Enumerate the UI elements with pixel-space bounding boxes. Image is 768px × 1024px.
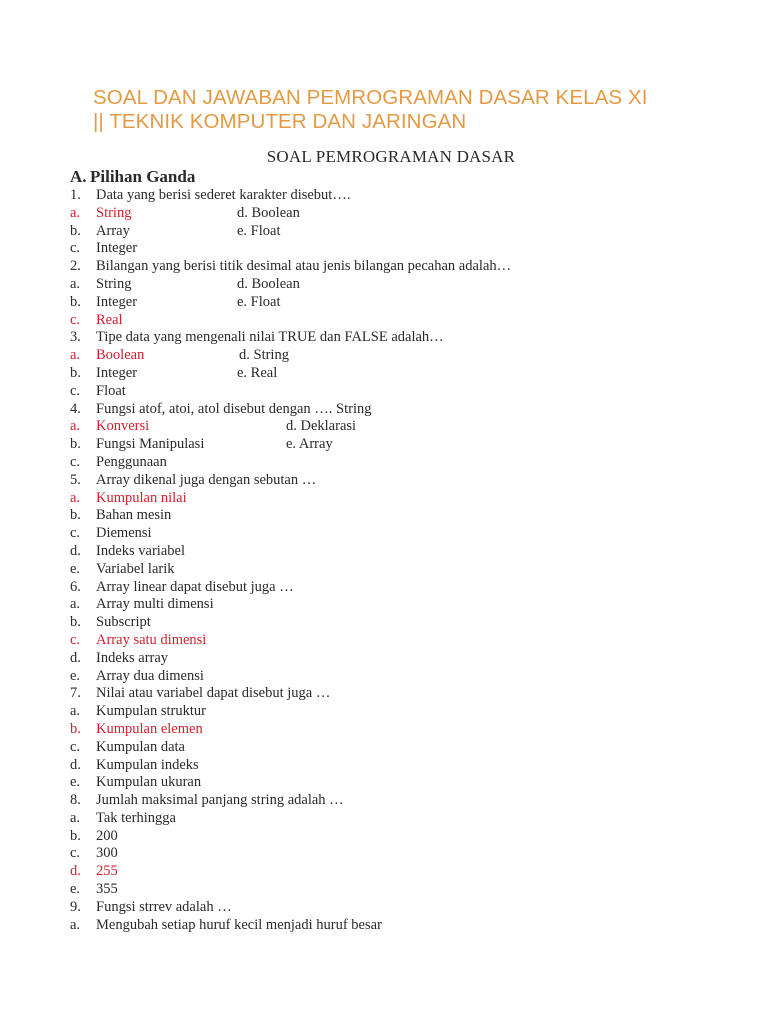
option-text: Subscript [96, 614, 151, 631]
option-text-secondary-column: d. Deklarasi [286, 418, 357, 435]
option-text: Fungsi Manipulasi [96, 436, 205, 453]
option-letter: c. [70, 738, 81, 755]
option-text-secondary-column: e. Array [286, 436, 333, 453]
option-letter: b. [70, 720, 81, 737]
option-item [70, 223, 710, 241]
option-letter: a. [70, 809, 81, 826]
option-item-correct [70, 312, 710, 330]
option-text-secondary-column: d. Boolean [237, 275, 300, 292]
question-item [70, 899, 710, 917]
option-text: Indeks variabel [96, 542, 185, 559]
option-text: String [96, 204, 132, 221]
option-letter: a. [70, 275, 81, 292]
option-text: Integer [96, 240, 138, 257]
option-letter: e. [70, 881, 81, 898]
option-text: 355 [96, 881, 118, 898]
option-item [70, 525, 710, 543]
question-number: 4. [70, 400, 81, 417]
option-text: Array satu dimensi [96, 631, 207, 648]
option-text: Integer [96, 293, 138, 310]
option-text: Array dua dimensi [96, 667, 204, 684]
option-item [70, 365, 710, 383]
option-item [70, 810, 710, 828]
option-text: 300 [96, 845, 118, 862]
option-item [70, 507, 710, 525]
question-number: 6. [70, 578, 81, 595]
option-item-correct [70, 721, 710, 739]
option-item [70, 543, 710, 561]
option-text: Kumpulan nilai [96, 489, 187, 506]
option-text-secondary-column: e. Float [237, 222, 281, 239]
option-text: Bahan mesin [96, 507, 172, 524]
question-text: Array linear dapat disebut juga … [96, 578, 294, 595]
option-item [70, 917, 710, 935]
option-text: Kumpulan struktur [96, 703, 206, 720]
option-letter: d. [70, 863, 81, 880]
question-text: Bilangan yang berisi titik desimal atau jenis bilangan pecahan adalah… [96, 258, 512, 275]
option-item-correct [70, 863, 710, 881]
section-heading [70, 167, 195, 187]
option-text: 200 [96, 827, 118, 844]
option-text: Kumpulan ukuran [96, 774, 202, 791]
question-item [70, 472, 710, 490]
option-text: Mengubah setiap huruf kecil menjadi huruf besar [96, 916, 382, 933]
document-heading: SOAL PEMROGRAMAN DASAR [266, 147, 516, 166]
option-letter: b. [70, 364, 81, 381]
page-title [93, 86, 733, 134]
question-item [70, 401, 710, 419]
question-number: 3. [70, 329, 81, 346]
option-text: Float [96, 382, 126, 399]
option-text: Kumpulan data [96, 738, 185, 755]
page-title-line-2: || TEKNIK KOMPUTER DAN JARINGAN [93, 110, 467, 133]
question-text: Data yang berisi sederet karakter disebut…. [96, 187, 351, 203]
question-item [70, 258, 710, 276]
section-label: Pilihan Ganda [90, 167, 196, 186]
option-item-correct [70, 418, 710, 436]
option-item [70, 436, 710, 454]
option-text: Kumpulan elemen [96, 720, 203, 737]
section-letter: A. [70, 167, 87, 186]
question-text: Jumlah maksimal panjang string adalah … [96, 792, 344, 809]
option-item [70, 668, 710, 686]
question-item [70, 685, 710, 703]
option-text-secondary-column: d. Boolean [237, 204, 300, 221]
option-item [70, 881, 710, 899]
option-text-secondary-column: d. String [239, 347, 289, 364]
option-item [70, 383, 710, 401]
option-item [70, 739, 710, 757]
option-letter: b. [70, 293, 81, 310]
option-letter: c. [70, 311, 81, 328]
option-item [70, 828, 710, 846]
option-text: Array multi dimensi [96, 596, 214, 613]
option-item-correct [70, 490, 710, 508]
option-item-correct [70, 205, 710, 223]
option-item-correct [70, 347, 710, 365]
question-number: 5. [70, 471, 81, 488]
option-letter: c. [70, 453, 81, 470]
option-letter: c. [70, 525, 81, 542]
question-text: Fungsi strrev adalah … [96, 898, 232, 915]
option-letter: c. [70, 240, 81, 257]
question-number: 1. [70, 187, 81, 203]
option-text: Kumpulan indeks [96, 756, 199, 773]
option-item [70, 276, 710, 294]
question-text: Nilai atau variabel dapat disebut juga … [96, 685, 331, 702]
option-item [70, 561, 710, 579]
option-letter: e. [70, 774, 81, 791]
option-letter: d. [70, 649, 81, 666]
question-number: 7. [70, 685, 81, 702]
question-list [70, 187, 710, 934]
option-text: Diemensi [96, 525, 152, 542]
option-item [70, 703, 710, 721]
option-text-secondary-column: e. Real [237, 364, 278, 381]
option-text: Array [96, 222, 130, 239]
option-letter: c. [70, 631, 81, 648]
option-item [70, 614, 710, 632]
option-text: Variabel larik [96, 560, 175, 577]
option-letter: e. [70, 560, 81, 577]
option-letter: c. [70, 382, 81, 399]
option-letter: b. [70, 827, 81, 844]
option-item [70, 240, 710, 258]
option-letter: a. [70, 596, 81, 613]
question-text: Fungsi atof, atoi, atol disebut dengan …. String [96, 400, 372, 417]
option-letter: b. [70, 507, 81, 524]
option-letter: a. [70, 489, 81, 506]
option-item [70, 757, 710, 775]
option-text: 255 [96, 863, 118, 880]
option-text: String [96, 275, 132, 292]
option-text: Tak terhingga [96, 809, 176, 826]
option-text: Integer [96, 364, 138, 381]
question-text: Array dikenal juga dengan sebutan … [96, 471, 317, 488]
option-item-correct [70, 632, 710, 650]
question-item [70, 579, 710, 597]
question-item [70, 792, 710, 810]
page-title-line-1: SOAL DAN JAWABAN PEMROGRAMAN DASAR KELAS XI [93, 86, 648, 109]
option-item [70, 294, 710, 312]
option-item [70, 454, 710, 472]
option-item [70, 650, 710, 668]
option-letter: a. [70, 347, 81, 364]
question-item [70, 187, 710, 205]
option-letter: a. [70, 418, 81, 435]
option-letter: a. [70, 703, 81, 720]
question-number: 2. [70, 258, 81, 275]
option-item [70, 845, 710, 863]
option-text: Konversi [96, 418, 150, 435]
option-text: Indeks array [96, 649, 169, 666]
option-item [70, 596, 710, 614]
option-letter: b. [70, 436, 81, 453]
option-text: Real [96, 311, 123, 328]
option-text-secondary-column: e. Float [237, 293, 281, 310]
option-text: Penggunaan [96, 453, 167, 470]
option-letter: b. [70, 614, 81, 631]
option-letter: d. [70, 542, 81, 559]
question-number: 8. [70, 792, 81, 809]
option-letter: c. [70, 845, 81, 862]
option-item [70, 774, 710, 792]
option-letter: a. [70, 204, 81, 221]
option-letter: e. [70, 667, 81, 684]
option-letter: d. [70, 756, 81, 773]
question-text: Tipe data yang mengenali nilai TRUE dan FALSE adalah… [96, 329, 444, 346]
option-letter: b. [70, 222, 81, 239]
question-item [70, 329, 710, 347]
option-letter: a. [70, 916, 81, 933]
option-text: Boolean [96, 347, 145, 364]
question-number: 9. [70, 898, 81, 915]
